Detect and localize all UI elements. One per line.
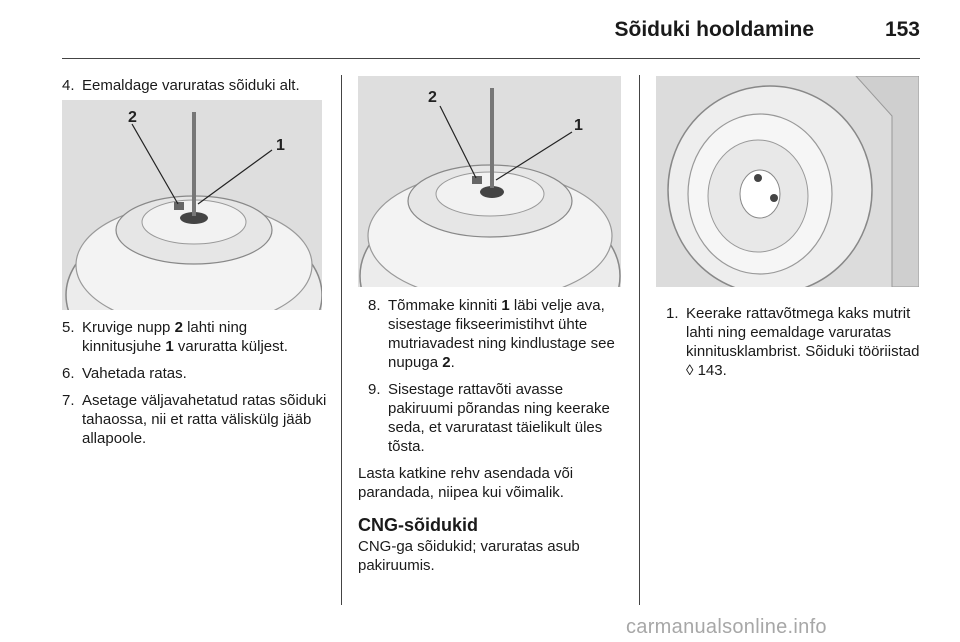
column-divider-left [341, 75, 342, 605]
text-run: Kruvige nupp [82, 319, 175, 336]
step-text [388, 296, 626, 372]
step-text [686, 304, 922, 380]
column-1 [62, 76, 328, 103]
step-number: 4. [62, 77, 75, 94]
figure-spare-wheel-bracket [656, 76, 919, 287]
step-number: 9. [368, 381, 381, 398]
step-1 [666, 304, 922, 380]
wheel-fastener-illustration [358, 76, 621, 287]
figure-spare-wheel-under-car [62, 100, 322, 310]
step-number: 1. [666, 305, 679, 322]
step-text: Vahetada ratas. [82, 365, 187, 382]
step-6 [62, 364, 328, 383]
text-run: lahti ning kinnitusjuhe [82, 319, 248, 355]
paragraph-replace-tyre: Lasta katkine rehv asendada või parandada, niipea kui võimalik. [358, 465, 574, 501]
step-9 [368, 380, 626, 456]
column-2-text [358, 296, 626, 583]
step-number: 6. [62, 365, 75, 382]
text-run: varuratta küljest. [173, 338, 288, 355]
figure-wheel-fastener [358, 76, 621, 287]
text-run: Keerake rattavõtmega kaks mutrit lahti ning eemaldage varuratas kinnitusklambrist. Sõiduki tööriistad [686, 305, 920, 360]
step-7 [62, 391, 328, 448]
paragraph-cng: CNG-ga sõidukid; varuratas asub pakiruumis. [358, 538, 580, 574]
page-header-title: Sõiduki hooldamine [614, 18, 814, 41]
spare-wheel-bracket-illustration [656, 76, 919, 287]
step-text [82, 318, 328, 356]
step-text: Sisestage rattavõti avasse pakiruumi põrandas ning keerake seda, et varuratast täielikult üles tõsta. [388, 381, 610, 455]
column-divider-right [639, 75, 640, 605]
step-number: 7. [62, 392, 75, 409]
figure-label-2: 2 [428, 89, 437, 106]
page-reference-icon: ◊ [686, 362, 694, 379]
text-run: . [450, 354, 455, 371]
callout-1: 1 [165, 338, 174, 355]
step-number: 8. [368, 297, 381, 314]
column-3-text [656, 304, 922, 388]
step-8 [368, 296, 626, 372]
watermark: carmanualsonline.info [626, 616, 827, 638]
page-number: 153 [884, 18, 920, 41]
callout-2: 2 [174, 319, 183, 336]
text-run: Tõmmake kinniti [388, 297, 502, 314]
header-rule [62, 58, 920, 59]
step-number: 5. [62, 319, 75, 336]
step-5 [62, 318, 328, 356]
figure-label-2: 2 [128, 109, 137, 126]
step-4 [62, 76, 328, 95]
text-run: läbi velje ava, sisestage fikseerimistihvt ühte mutriavadest ning kindlustage see nupuga [388, 297, 615, 371]
step-text: Eemaldage varuratas sõiduki alt. [82, 77, 300, 94]
step-text: Asetage väljavahetatud ratas sõiduki tahaossa, nii et ratta väliskülg jääb allapoole. [82, 392, 327, 447]
callout-2: 2 [442, 354, 451, 371]
figure-label-1: 1 [276, 137, 285, 154]
spare-wheel-illustration [62, 100, 322, 310]
page-reference-link[interactable]: 143. [693, 362, 727, 379]
callout-1: 1 [501, 297, 510, 314]
figure-label-1: 1 [574, 117, 583, 134]
section-heading-cng: CNG-sõidukid [358, 515, 478, 535]
column-1-steps [62, 318, 328, 456]
